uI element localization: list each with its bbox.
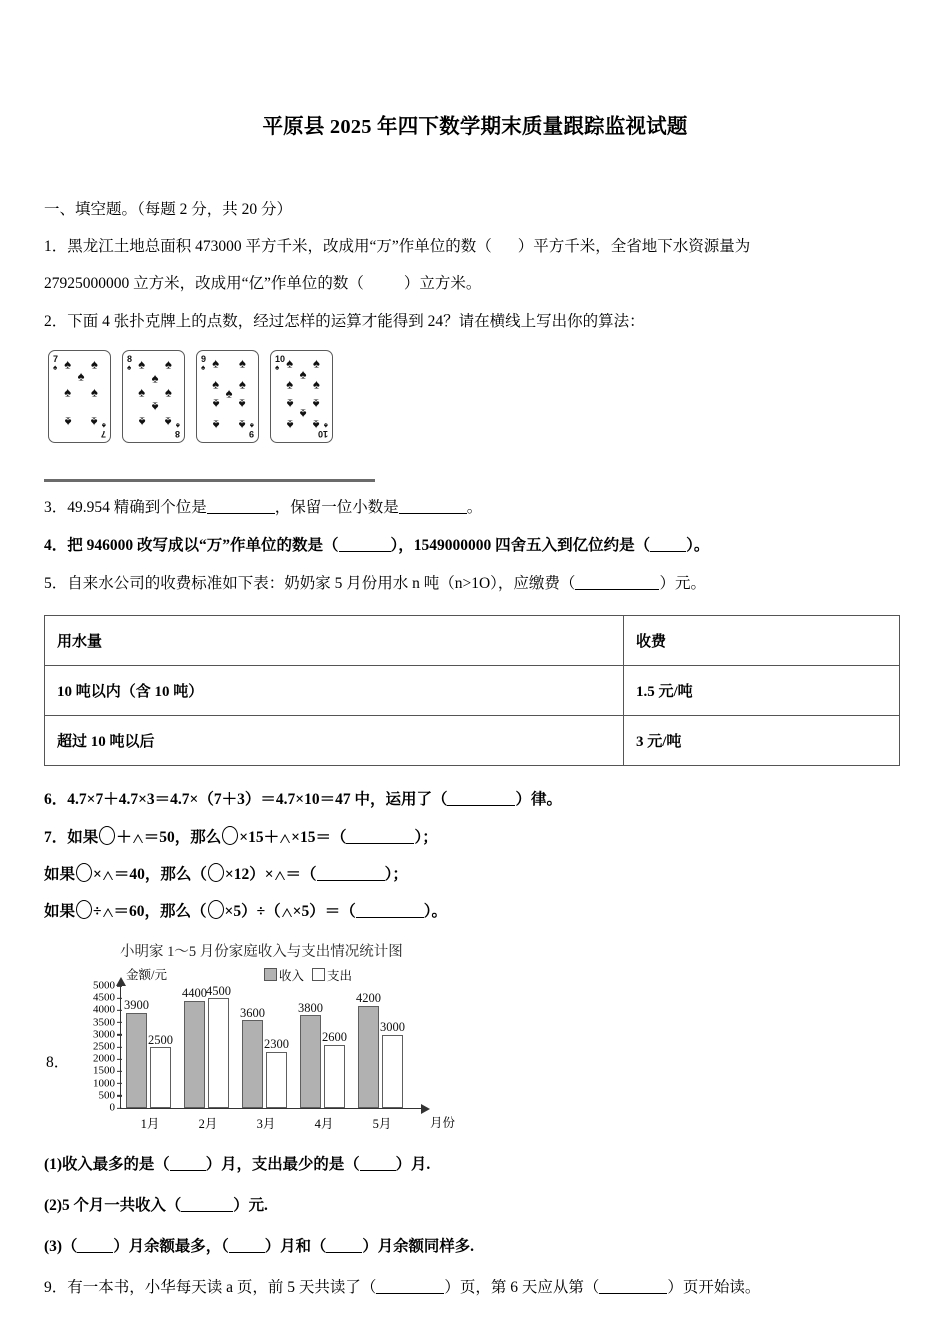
question-7-line-3 — [44, 900, 906, 924]
q8-s1-a: (1)收入最多的是（ — [44, 1156, 170, 1173]
q7-text-c: ＝50，那么 — [143, 828, 222, 846]
q7-l2-text-b: × — [93, 865, 102, 883]
circle-shape-icon — [99, 826, 115, 845]
q7-l3-text-e: ×5）＝（ — [292, 902, 356, 920]
spade-icon: ♠ — [286, 355, 294, 371]
spade-icon: ♠ — [164, 356, 172, 372]
bar-income-month-4: 3800 — [300, 1015, 321, 1108]
q8-blank-1[interactable] — [170, 1170, 206, 1171]
q8-s1-b: ）月，支出最少的是（ — [205, 1156, 360, 1173]
q8-s1-c: ）月. — [395, 1156, 431, 1173]
q9-text-c: ）页开始读。 — [667, 1278, 761, 1296]
y-tick-2000: 2000 — [69, 1054, 121, 1065]
spade-icon: ♠ — [312, 355, 320, 371]
q7-l2-text-d: ×12）× — [224, 865, 274, 883]
spade-icon: ♠ — [90, 414, 98, 430]
q7-text-d: ×15＋ — [239, 828, 280, 846]
q7-l2-text-e: ＝（ — [285, 865, 317, 883]
bar-group-month-3 — [239, 986, 293, 1131]
q7-l2-text-f: ）； — [384, 865, 408, 883]
x-tick-month-3: 3月 — [256, 1117, 276, 1131]
table-cell-fee-2: 3 元/吨 — [624, 715, 900, 765]
spade-icon: ♠ — [212, 376, 220, 392]
question-9 — [44, 1276, 906, 1300]
q7-blank-1[interactable] — [346, 843, 414, 844]
q5-blank-1[interactable] — [575, 589, 659, 590]
spade-icon: ♠ — [127, 362, 132, 372]
card-rank-corner-bottom: 10 ♠ — [317, 420, 328, 439]
q7-l3-text-f: ）。 — [423, 902, 447, 920]
section-heading: 一、填空题。（每题 2 分，共 20 分） — [44, 200, 293, 218]
spade-icon: ♠ — [286, 396, 294, 412]
q8-s3-a: (3)（ — [44, 1237, 78, 1255]
q3-blank-1[interactable] — [207, 513, 275, 514]
spade-icon: ♠ — [249, 420, 254, 430]
q3-text-a: 3．49.954 精确到个位是 — [44, 498, 207, 516]
chart-plot-area — [82, 965, 456, 1133]
y-tick-3500: 3500 — [69, 1017, 121, 1028]
spade-icon: ♠ — [64, 414, 72, 430]
bar-expense-month-2: 4500 — [208, 998, 229, 1108]
spade-icon: ♠ — [90, 384, 98, 400]
playing-cards-row — [44, 350, 906, 443]
q4-blank-2[interactable] — [650, 551, 686, 552]
spade-icon: ♠ — [164, 414, 172, 430]
table-cell-usage-2: 超过 10 吨以后 — [45, 715, 624, 765]
card-rank-corner-top: 9 ♠ — [201, 353, 207, 372]
question-1-line-2 — [44, 272, 906, 296]
table-cell-fee-1: 1.5 元/吨 — [624, 665, 900, 715]
spade-icon: ♠ — [212, 417, 220, 433]
q8-s3-b: ）月余额最多，（ — [113, 1237, 229, 1255]
chart-title: 小明家 1～5 月份家庭收入与支出情况统计图 — [120, 944, 403, 960]
q1-text-a: 1．黑龙江土地总面积 473000 平方千米，改成用“万”作单位的数（ — [44, 237, 492, 255]
playing-card-7-spades — [48, 350, 111, 443]
question-8-sub-1 — [44, 1153, 906, 1177]
triangle-shape-icon — [280, 834, 290, 843]
question-8-chart-block — [44, 940, 906, 1136]
chart-y-axis-label: 金额/元 — [126, 968, 167, 982]
circle-shape-icon — [76, 863, 92, 882]
y-tick-500: 500 — [69, 1090, 121, 1101]
chart-legend — [264, 966, 360, 984]
spade-icon: ♠ — [286, 417, 294, 433]
q5-text-a: 5．自来水公司的收费标准如下表：奶奶家 5 月份用水 n 吨（n>1O），应缴费（ — [44, 574, 576, 592]
question-4 — [44, 534, 906, 558]
q4-text-b: ），1549000000 四舍五入到亿位约是（ — [390, 536, 651, 554]
q3-blank-2[interactable] — [399, 513, 467, 514]
x-tick-month-2: 2月 — [198, 1117, 218, 1131]
spade-icon: ♠ — [201, 362, 206, 372]
question-1-line-1 — [44, 235, 906, 259]
q7-l3-text-d: ×5）÷（ — [224, 902, 281, 920]
q9-blank-1[interactable] — [376, 1293, 444, 1294]
question-2-text: 2．下面 4 张扑克牌上的点数，经过怎样的运算才能得到 24？请在横线上写出你的算法： — [44, 312, 645, 330]
q8-blank-6[interactable] — [326, 1252, 362, 1253]
bar-expense-month-3: 2300 — [266, 1052, 287, 1108]
q3-text-b: ，保留一位小数是 — [274, 498, 399, 516]
spade-icon: ♠ — [238, 355, 246, 371]
spade-icon: ♠ — [138, 356, 146, 372]
q7-l3-text-a: 如果 — [44, 902, 76, 920]
card-rank-corner-bottom: 8 ♠ — [174, 420, 180, 439]
water-fee-table — [44, 615, 900, 766]
bar-group-month-5 — [355, 986, 409, 1131]
y-tick-1500: 1500 — [69, 1066, 121, 1077]
q7-text-e: ×15＝（ — [291, 828, 347, 846]
q7-l3-text-c: ＝60，那么（ — [113, 902, 207, 920]
bar-income-month-1: 3900 — [126, 1013, 147, 1108]
legend-label-expense: 支出 — [327, 969, 353, 983]
playing-card-9-spades — [196, 350, 259, 443]
q4-text-a: 4．把 946000 改写成以“万”作单位的数是（ — [44, 536, 339, 554]
bar-expense-month-5: 3000 — [382, 1035, 403, 1108]
q1-text-d: ）立方米。 — [403, 274, 482, 292]
q3-text-c: 。 — [466, 498, 483, 516]
y-tick-3000: 3000 — [69, 1029, 121, 1040]
y-tick-4500: 4500 — [69, 993, 121, 1004]
triangle-shape-icon — [133, 834, 143, 843]
y-tick-5000: 5000 — [69, 981, 121, 992]
q7-l2-text-c: ＝40，那么（ — [113, 865, 207, 883]
legend-item-expense — [312, 969, 352, 983]
spade-icon: ♠ — [138, 384, 146, 400]
card-rank-corner-top: 7 ♠ — [53, 353, 59, 372]
bar-income-month-3: 3600 — [242, 1020, 263, 1108]
spade-icon: ♠ — [312, 376, 320, 392]
q4-blank-1[interactable] — [339, 551, 391, 552]
table-row — [45, 665, 900, 715]
y-tick-1000: 1000 — [69, 1078, 121, 1089]
q1-text-b: ）平方千米，全省地下水资源量为 — [517, 237, 751, 255]
q8-blank-2[interactable] — [360, 1170, 396, 1171]
legend-swatch-expense-icon — [312, 968, 325, 981]
table-row — [45, 715, 900, 765]
playing-card-10-spades — [270, 350, 333, 443]
q8-s2-a: (2)5 个月一共收入（ — [44, 1196, 182, 1214]
bar-expense-month-4: 2600 — [324, 1045, 345, 1108]
y-tick-0: 0 — [69, 1103, 121, 1114]
triangle-shape-icon — [275, 871, 285, 880]
spade-icon: ♠ — [225, 385, 233, 401]
q7-blank-2[interactable] — [317, 880, 385, 881]
spade-icon: ♠ — [101, 420, 106, 430]
bar-group-month-4 — [297, 986, 351, 1131]
x-tick-month-1: 1月 — [140, 1117, 160, 1131]
table-row-header — [45, 615, 900, 665]
q6-blank-1[interactable] — [447, 805, 515, 806]
bar-income-month-5: 4200 — [358, 1006, 379, 1108]
card-pips — [60, 356, 103, 437]
page-title: 平原县 2025 年四下数学期末质量跟踪监视试题 — [262, 116, 688, 138]
spade-icon: ♠ — [238, 376, 246, 392]
circle-shape-icon — [76, 900, 92, 919]
question-6 — [44, 788, 906, 812]
q8-blank-4[interactable] — [77, 1252, 113, 1253]
y-tick-2500: 2500 — [69, 1042, 121, 1053]
spade-icon: ♠ — [299, 406, 307, 422]
spade-icon: ♠ — [238, 396, 246, 412]
circle-shape-icon — [208, 863, 224, 882]
triangle-shape-icon — [103, 908, 113, 917]
q9-text-b: ）页，第 6 天应从第（ — [444, 1278, 600, 1296]
spade-icon: ♠ — [323, 420, 328, 430]
q8-s2-b: ）元. — [233, 1196, 268, 1214]
question-7-line-1 — [44, 826, 906, 850]
q9-text-a: 9．有一本书，小华每天读 a 页，前 5 天共读了（ — [44, 1278, 377, 1296]
legend-swatch-income-icon — [264, 968, 277, 981]
table-header-usage: 用水量 — [45, 615, 624, 665]
q7-l2-text-a: 如果 — [44, 865, 76, 883]
legend-label-income: 收入 — [279, 969, 305, 983]
card-pips — [282, 356, 325, 437]
spade-icon: ♠ — [90, 356, 98, 372]
x-tick-month-5: 5月 — [372, 1117, 392, 1131]
q7-l3-text-b: ÷ — [93, 902, 102, 920]
spade-icon: ♠ — [299, 366, 307, 382]
spade-icon: ♠ — [286, 376, 294, 392]
q7-text-b: ＋ — [116, 828, 132, 846]
bar-group-month-1 — [123, 986, 177, 1131]
question-8-label: 8． — [46, 1054, 70, 1071]
q8-s3-c: ）月和（ — [264, 1237, 327, 1255]
spade-icon: ♠ — [138, 414, 146, 430]
q7-blank-3[interactable] — [356, 917, 424, 918]
card-pips — [134, 356, 177, 437]
x-tick-month-4: 4月 — [314, 1117, 334, 1131]
circle-shape-icon — [208, 900, 224, 919]
q7-text-a: 7．如果 — [44, 828, 99, 846]
q4-text-c: ）。 — [686, 536, 710, 554]
spade-icon: ♠ — [151, 399, 159, 415]
spade-icon: ♠ — [64, 384, 72, 400]
spade-icon: ♠ — [312, 417, 320, 433]
question-7-line-2 — [44, 863, 906, 887]
spade-icon: ♠ — [312, 396, 320, 412]
spade-icon: ♠ — [275, 362, 280, 372]
table-header-fee: 收费 — [624, 615, 900, 665]
q8-blank-3[interactable] — [181, 1211, 233, 1212]
answer-rule-line[interactable] — [44, 479, 375, 482]
chart-x-axis-label: 月份 — [430, 1116, 456, 1130]
question-5 — [44, 572, 906, 596]
q7-text-f: ）； — [414, 828, 438, 846]
bar-expense-month-1: 2500 — [150, 1047, 171, 1108]
spade-icon: ♠ — [64, 356, 72, 372]
card-rank-corner-bottom: 9 ♠ — [248, 420, 254, 439]
question-3 — [44, 496, 906, 520]
q6-text-a: 6．4.7×7＋4.7×3＝4.7×（7＋3）＝4.7×10＝47 中，运用了（ — [44, 790, 448, 808]
bar-income-month-2: 4400 — [184, 1001, 205, 1108]
bar-group-month-2 — [181, 983, 235, 1131]
spade-icon: ♠ — [151, 370, 159, 386]
card-rank-corner-top: 8 ♠ — [127, 353, 133, 372]
q1-text-c: 27925000000 立方米，改成用“亿”作单位的数（ — [44, 274, 364, 292]
spade-icon: ♠ — [238, 417, 246, 433]
card-rank-corner-bottom: 7 ♠ — [100, 420, 106, 439]
q8-s3-d: ）月余额同样多. — [362, 1237, 474, 1255]
spade-icon: ♠ — [175, 420, 180, 430]
triangle-shape-icon — [103, 871, 113, 880]
spade-icon: ♠ — [164, 384, 172, 400]
table-cell-usage-1: 10 吨以内（含 10 吨） — [45, 665, 624, 715]
spade-icon: ♠ — [53, 362, 58, 372]
q5-text-b: ）元。 — [659, 574, 706, 592]
spade-icon: ♠ — [212, 355, 220, 371]
card-pips — [208, 356, 251, 437]
q9-blank-2[interactable] — [599, 1293, 667, 1294]
legend-item-income — [264, 969, 304, 983]
spade-icon: ♠ — [212, 396, 220, 412]
q6-text-b: ）律。 — [515, 790, 562, 808]
y-tick-4000: 4000 — [69, 1005, 121, 1016]
spade-icon: ♠ — [77, 368, 85, 384]
q8-blank-5[interactable] — [229, 1252, 265, 1253]
triangle-shape-icon — [282, 908, 292, 917]
question-8-sub-2 — [44, 1194, 906, 1218]
chart-axes — [93, 979, 421, 1131]
question-8-sub-3 — [44, 1235, 906, 1259]
income-expense-bar-chart — [82, 940, 462, 1136]
card-rank-corner-top: 10 ♠ — [275, 353, 286, 372]
circle-shape-icon — [222, 826, 238, 845]
playing-card-8-spades — [122, 350, 185, 443]
